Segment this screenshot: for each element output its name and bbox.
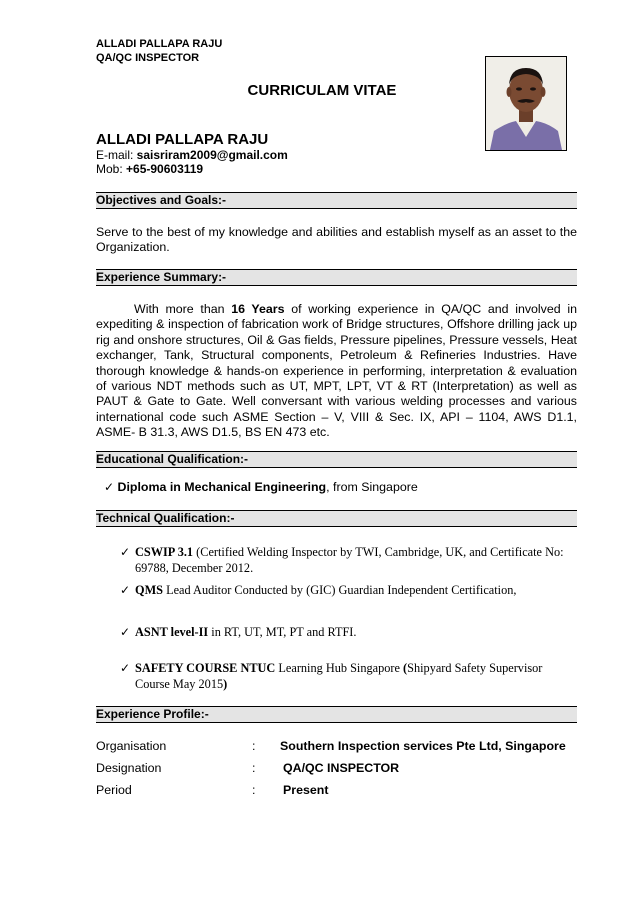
mobile-label: Mob: <box>96 162 127 176</box>
section-objectives: Objectives and Goals:- <box>96 192 577 209</box>
profile-row-organisation <box>96 739 577 755</box>
summary-post: of working experience in QA/QC and involved in expediting & inspection of fabrication work of Bridge structures, Offshore drilling jack up rig and onshore structures, Oil & Gas fields, Pressure pipelines, Pressure vessels, Heat exchanger, Tank, Structural components, Petroleum & Refineries Industries. Have thorough knowledge & hands-on experience in performing, interpretation & evaluation of various NDT methods such as UT, MPT, LPT, VT & RT (Interpretation) as well as PAUT & Gate to Gate. Well conversant with various welding processes and various international code such ASME Section – V, VIII & Sec. IX, API – 1104, AWS D1.1, ASME- B 31.3, AWS D1.5, BS EN 473 etc. <box>96 302 577 440</box>
mobile-line <box>96 162 203 177</box>
technical-item <box>120 625 580 641</box>
portrait-photo <box>485 56 567 151</box>
summary-pre: With more than <box>134 302 232 316</box>
check-mark-icon: ✓ <box>120 625 131 639</box>
email-value: saisriram2009@gmail.com <box>136 148 288 162</box>
education-item <box>104 480 418 494</box>
technical-item-bold: ASNT level-II <box>135 625 209 639</box>
portrait-photo-image <box>486 57 566 150</box>
email-line <box>96 148 288 163</box>
education-degree: Diploma in Mechanical Engineering <box>117 480 327 494</box>
technical-item-bold: SAFETY COURSE NTUC <box>135 661 276 675</box>
check-mark-icon: ✓ <box>120 545 131 559</box>
summary-years: 16 Years <box>231 302 285 316</box>
profile-colon: : <box>252 739 256 753</box>
technical-item-bold: QMS <box>135 583 164 597</box>
technical-item <box>120 661 580 693</box>
objectives-text: Serve to the best of my knowledge and abilities and establish myself as an asset to the Organization. <box>96 225 577 255</box>
mobile-value: +65-90603119 <box>126 162 204 176</box>
technical-item-text: (Certified Welding Inspector by TWI, Cambridge, UK, and Certificate No: 69788, December 2012. <box>135 545 564 575</box>
candidate-name: ALLADI PALLAPA RAJU <box>96 131 269 148</box>
header-role-small: QA/QC INSPECTOR <box>96 52 200 64</box>
header-name-small: ALLADI PALLAPA RAJU <box>96 38 223 50</box>
technical-item-bracket-open: ( <box>403 661 408 675</box>
profile-colon: : <box>252 783 256 797</box>
technical-item-text: Lead Auditor Conducted by (GIC) Guardian Independent Certification, <box>163 583 517 597</box>
profile-colon: : <box>252 761 256 775</box>
profile-label: Period <box>96 783 132 797</box>
technical-item-text: Learning Hub Singapore <box>275 661 404 675</box>
profile-label: Designation <box>96 761 162 775</box>
technical-item-bracket-close: ) <box>223 676 228 691</box>
technical-item-text: Shipyard Safety Supervisor Course May 2015 <box>135 661 543 691</box>
profile-value: Southern Inspection services Pte Ltd, Singapore <box>280 739 566 753</box>
technical-item <box>120 545 580 577</box>
technical-item-bold: CSWIP 3.1 <box>135 545 194 559</box>
email-label: E-mail: <box>96 148 137 162</box>
check-mark-icon: ✓ <box>120 661 131 675</box>
section-technical: Technical Qualification:- <box>96 510 577 527</box>
profile-label: Organisation <box>96 739 167 753</box>
profile-value: Present <box>283 783 329 797</box>
section-education: Educational Qualification:- <box>96 451 577 468</box>
technical-item <box>120 583 580 599</box>
section-experience-profile: Experience Profile:- <box>96 706 577 723</box>
education-rest: , from Singapore <box>326 480 418 494</box>
experience-summary-text <box>96 302 577 441</box>
document-title: CURRICULAM VITAE <box>247 82 397 99</box>
check-mark-icon: ✓ <box>120 583 131 597</box>
profile-value: QA/QC INSPECTOR <box>283 761 400 775</box>
profile-row-period <box>96 783 577 799</box>
technical-item-text: in RT, UT, MT, PT and RTFI. <box>208 625 357 639</box>
check-mark-icon: ✓ <box>104 480 115 494</box>
section-experience-summary: Experience Summary:- <box>96 269 577 286</box>
profile-row-designation <box>96 761 577 777</box>
